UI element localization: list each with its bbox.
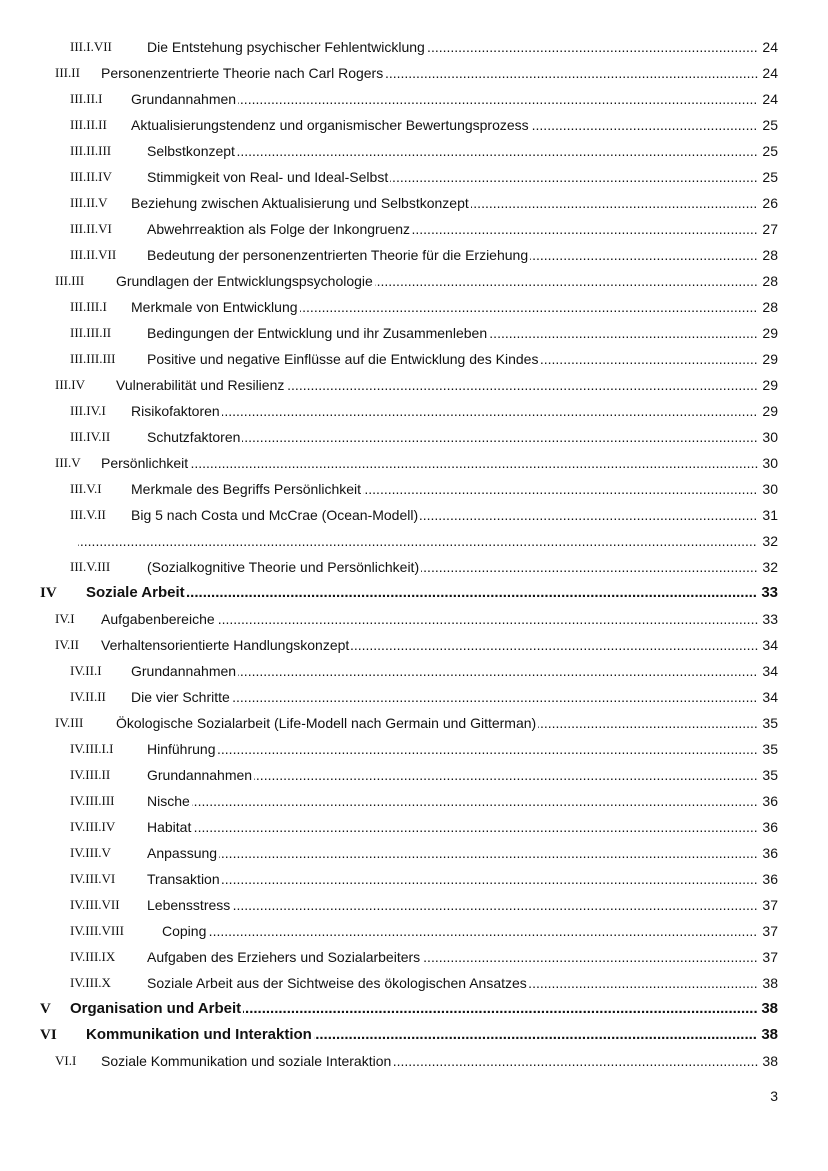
toc-entry-page: 28 [762, 299, 778, 315]
toc-entry-title [76, 528, 758, 554]
toc-entry-page: 31 [762, 507, 778, 523]
toc-entry[interactable] [0, 1022, 828, 1048]
toc-entry-title [86, 580, 758, 606]
toc-entry[interactable] [0, 840, 828, 866]
toc-entry-number: IV.II.I [70, 663, 102, 678]
toc-entry[interactable] [0, 476, 828, 502]
toc-entry-title [101, 450, 758, 476]
toc-entry-number: III.II.V [70, 195, 108, 210]
toc-entry[interactable] [0, 970, 828, 996]
toc-entry-title-text: Kommunikation und Interaktion [86, 1026, 312, 1043]
toc-entry-title-text: (Sozialkognitive Theorie und Persönlichkeit) [147, 559, 420, 575]
toc-entry[interactable] [0, 450, 828, 476]
toc-entry[interactable] [0, 320, 828, 346]
toc-entry-title-text: Aktualisierungstendenz und organismischer Bewertungsprozess [131, 117, 529, 133]
toc-entry-title-text: Anpassung [147, 845, 218, 861]
toc-entry-number: III.IV [55, 377, 85, 392]
toc-entry-number: III.I.VII [70, 39, 112, 54]
toc-entry-title-text: Merkmale von Entwicklung [131, 299, 298, 315]
toc-entry[interactable] [0, 164, 828, 190]
toc-entry-title [131, 86, 758, 112]
toc-entry-page: 25 [762, 169, 778, 185]
toc-entry-title [147, 554, 758, 580]
toc-entry-page: 24 [762, 39, 778, 55]
toc-entry[interactable] [0, 268, 828, 294]
toc-entry-page: 25 [762, 143, 778, 159]
toc-entry-number: III.II.VI [70, 221, 112, 236]
toc-entry-title-text: Grundannahmen [131, 663, 237, 679]
toc-entry[interactable] [0, 502, 828, 528]
toc-entry-number: III.II.IV [70, 169, 112, 184]
table-of-contents [0, 34, 828, 1074]
toc-entry-number: III.II [55, 65, 80, 80]
toc-entry[interactable] [0, 918, 828, 944]
toc-entry[interactable] [0, 1048, 828, 1074]
toc-entry-title [147, 242, 758, 268]
toc-entry-title-text: Lebensstress [147, 897, 231, 913]
toc-entry-title [147, 320, 758, 346]
toc-entry[interactable] [0, 216, 828, 242]
toc-entry[interactable] [0, 684, 828, 710]
page-number: 3 [770, 1088, 778, 1104]
toc-entry-page: 27 [762, 221, 778, 237]
toc-entry-page: 29 [762, 351, 778, 367]
toc-entry[interactable] [0, 528, 828, 554]
toc-entry-title [147, 138, 758, 164]
toc-entry-title-text: Verhaltensorientierte Handlungskonzept [101, 637, 350, 653]
toc-entry-page: 34 [762, 637, 778, 653]
toc-entry[interactable] [0, 112, 828, 138]
toc-entry-number: III.II.II [70, 117, 107, 132]
toc-entry-page: 34 [762, 689, 778, 705]
toc-entry-number: III.V.III [70, 559, 111, 574]
toc-entry[interactable] [0, 632, 828, 658]
toc-entry-number: IV.III.II [70, 767, 111, 782]
toc-entry[interactable] [0, 866, 828, 892]
toc-entry-title [147, 216, 758, 242]
toc-entry[interactable] [0, 60, 828, 86]
toc-entry[interactable] [0, 580, 828, 606]
toc-entry-title [101, 632, 758, 658]
toc-entry-title [86, 1022, 758, 1048]
toc-entry-title-text: Ökologische Sozialarbeit (Life-Modell nach Germain und Gitterman) [116, 715, 537, 731]
toc-entry-title [147, 736, 758, 762]
toc-entry-title-text: Die vier Schritte [131, 689, 230, 705]
toc-entry[interactable] [0, 398, 828, 424]
toc-entry-title [147, 944, 758, 970]
toc-entry-page: 26 [762, 195, 778, 211]
toc-entry-title [70, 996, 758, 1022]
toc-entry[interactable] [0, 372, 828, 398]
toc-entry-title-text: Bedingungen der Entwicklung und ihr Zusammenleben [147, 325, 488, 341]
toc-entry-number: IV.II [55, 637, 79, 652]
toc-entry-page: 36 [762, 793, 778, 809]
toc-entry-number: III.III.I [70, 299, 107, 314]
toc-entry-title [131, 658, 758, 684]
toc-entry-title-text: Soziale Arbeit aus der Sichtweise des ökologischen Ansatzes [147, 975, 527, 991]
toc-entry-title [147, 866, 758, 892]
toc-entry[interactable] [0, 736, 828, 762]
toc-entry-title-text: Personenzentrierte Theorie nach Carl Rogers [101, 65, 384, 81]
toc-entry-page: 33 [762, 611, 778, 627]
toc-entry-page: 29 [762, 403, 778, 419]
toc-entry[interactable] [0, 814, 828, 840]
toc-entry-title-text: Vulnerabilität und Resilienz [116, 377, 285, 393]
toc-entry-title-text: Grundannahmen [147, 767, 253, 783]
toc-entry[interactable] [0, 710, 828, 736]
toc-entry-page: 34 [762, 663, 778, 679]
toc-entry-number: IV.III.IV [70, 819, 116, 834]
toc-entry-title-text: Hinführung [147, 741, 216, 757]
toc-entry-title [147, 164, 758, 190]
toc-entry-page: 32 [762, 559, 778, 575]
toc-entry-page: 29 [762, 325, 778, 341]
toc-entry[interactable] [0, 788, 828, 814]
toc-entry-title-text: Schutzfaktoren [147, 429, 241, 445]
toc-entry-number: IV.III.VII [70, 897, 120, 912]
toc-entry-page: 38 [762, 1053, 778, 1069]
toc-entry[interactable] [0, 86, 828, 112]
toc-entry-number: III.V.I [70, 481, 102, 496]
toc-entry-number: III.V.II [70, 507, 106, 522]
toc-entry-title [147, 970, 758, 996]
toc-entry-page: 29 [762, 377, 778, 393]
toc-entry-title [101, 1048, 758, 1074]
toc-entry-number: IV.III.I.I [70, 741, 114, 756]
toc-entry-title [101, 606, 758, 632]
toc-entry-page: 30 [762, 455, 778, 471]
toc-entry-title-text: Aufgabenbereiche [101, 611, 215, 627]
toc-entry-number: III.III [55, 273, 85, 288]
toc-entry-number: VI.I [55, 1053, 77, 1068]
toc-entry-title-text: Soziale Arbeit [86, 584, 185, 601]
toc-entry-title [147, 814, 758, 840]
toc-entry-number: IV [40, 585, 57, 601]
toc-entry-page: 24 [762, 91, 778, 107]
toc-entry-title-text: Merkmale des Begriffs Persönlichkeit [131, 481, 362, 497]
toc-entry-title [131, 502, 758, 528]
toc-entry-title-text [76, 533, 78, 549]
toc-entry-title [116, 710, 758, 736]
toc-entry-title-text: Grundannahmen [131, 91, 237, 107]
toc-entry-title-text: Organisation und Arbeit [70, 1000, 242, 1017]
toc-entry-number: III.II.I [70, 91, 103, 106]
toc-entry[interactable] [0, 242, 828, 268]
toc-entry-page: 38 [762, 975, 778, 991]
toc-entry-title [116, 372, 758, 398]
toc-entry-page: 33 [761, 584, 778, 601]
toc-entry-title-text: Selbstkonzept [147, 143, 235, 159]
toc-entry[interactable] [0, 658, 828, 684]
toc-entry-title [131, 112, 758, 138]
toc-entry-title [147, 762, 758, 788]
toc-entry-title [147, 840, 758, 866]
toc-entry-page: 36 [762, 871, 778, 887]
toc-entry[interactable] [0, 762, 828, 788]
toc-entry-title-text: Risikofaktoren [131, 403, 220, 419]
toc-entry-number: III.IV.II [70, 429, 111, 444]
toc-entry-number: IV.III.V [70, 845, 111, 860]
toc-entry-title [147, 892, 758, 918]
toc-entry-title [147, 346, 758, 372]
toc-entry[interactable] [0, 294, 828, 320]
toc-entry-title-text: Positive und negative Einflüsse auf die Entwicklung des Kindes [147, 351, 539, 367]
toc-entry-title-text: Bedeutung der personenzentrierten Theorie für die Erziehung [147, 247, 529, 263]
toc-entry-page: 38 [761, 1000, 778, 1017]
toc-entry-title-text: Stimmigkeit von Real- und Ideal-Selbst [147, 169, 389, 185]
toc-entry-title [147, 424, 758, 450]
toc-entry[interactable] [0, 996, 828, 1022]
toc-entry[interactable] [0, 892, 828, 918]
toc-entry[interactable] [0, 554, 828, 580]
toc-entry-page: 25 [762, 117, 778, 133]
toc-entry-page: 36 [762, 819, 778, 835]
toc-entry[interactable] [0, 424, 828, 450]
toc-entry-page: 30 [762, 429, 778, 445]
toc-entry-number: VI [40, 1027, 57, 1043]
toc-entry-title-text: Soziale Kommunikation und soziale Interaktion [101, 1053, 392, 1069]
toc-entry-number: IV.III.VI [70, 871, 116, 886]
toc-entry-title-text: Big 5 nach Costa und McCrae (Ocean-Modell) [131, 507, 419, 523]
toc-entry-title-text: Beziehung zwischen Aktualisierung und Selbstkonzept [131, 195, 469, 211]
toc-entry-title-text: Grundlagen der Entwicklungspsychologie [116, 273, 373, 289]
toc-entry-title-text: Habitat [147, 819, 192, 835]
toc-entry-number: IV.III.X [70, 975, 111, 990]
toc-entry-title-text: Coping [162, 923, 207, 939]
toc-entry[interactable] [0, 34, 828, 60]
toc-entry-title [147, 34, 758, 60]
toc-entry[interactable] [0, 606, 828, 632]
toc-entry-page: 36 [762, 845, 778, 861]
toc-entry-title [131, 398, 758, 424]
toc-entry-title-text: Aufgaben des Erziehers und Sozialarbeiters [147, 949, 421, 965]
toc-entry-page: 28 [762, 273, 778, 289]
toc-entry-page: 35 [762, 715, 778, 731]
toc-entry-number: IV.II.II [70, 689, 106, 704]
toc-entry-number: IV.III [55, 715, 84, 730]
toc-entry-title [147, 788, 758, 814]
toc-entry-page: 37 [762, 949, 778, 965]
toc-entry-title-text: Nische [147, 793, 190, 809]
toc-entry-number: III.II.III [70, 143, 112, 158]
toc-entry-title-text: Persönlichkeit [101, 455, 189, 471]
toc-entry-number: V [40, 1001, 51, 1017]
toc-entry-page: 35 [762, 767, 778, 783]
toc-entry-title [131, 190, 758, 216]
toc-entry-page: 35 [762, 741, 778, 757]
toc-entry-title [131, 476, 758, 502]
toc-entry-title-text: Die Entstehung psychischer Fehlentwicklung [147, 39, 425, 55]
toc-entry-number: IV.I [55, 611, 75, 626]
toc-entry[interactable] [0, 944, 828, 970]
toc-entry-title [131, 684, 758, 710]
toc-entry-page: 37 [762, 923, 778, 939]
toc-entry[interactable] [0, 138, 828, 164]
toc-entry-page: 24 [762, 65, 778, 81]
toc-entry-number: III.V [55, 455, 81, 470]
toc-entry-number: III.IV.I [70, 403, 106, 418]
toc-entry-title [101, 60, 758, 86]
toc-entry-title [116, 268, 758, 294]
toc-entry-title-text: Transaktion [147, 871, 220, 887]
toc-entry-number: III.II.VII [70, 247, 117, 262]
toc-entry[interactable] [0, 190, 828, 216]
toc-entry[interactable] [0, 346, 828, 372]
toc-entry-number: III.III.II [70, 325, 112, 340]
toc-entry-number: IV.III.IX [70, 949, 116, 964]
toc-entry-number: III.III.III [70, 351, 116, 366]
toc-entry-page: 38 [761, 1026, 778, 1043]
toc-entry-page: 32 [762, 533, 778, 549]
toc-entry-title [162, 918, 758, 944]
toc-entry-title-text: Abwehrreaktion als Folge der Inkongruenz [147, 221, 411, 237]
toc-entry-number: IV.III.VIII [70, 923, 124, 938]
toc-entry-page: 37 [762, 897, 778, 913]
toc-entry-title [131, 294, 758, 320]
toc-entry-page: 30 [762, 481, 778, 497]
toc-entry-page: 28 [762, 247, 778, 263]
toc-entry-number: IV.III.III [70, 793, 115, 808]
